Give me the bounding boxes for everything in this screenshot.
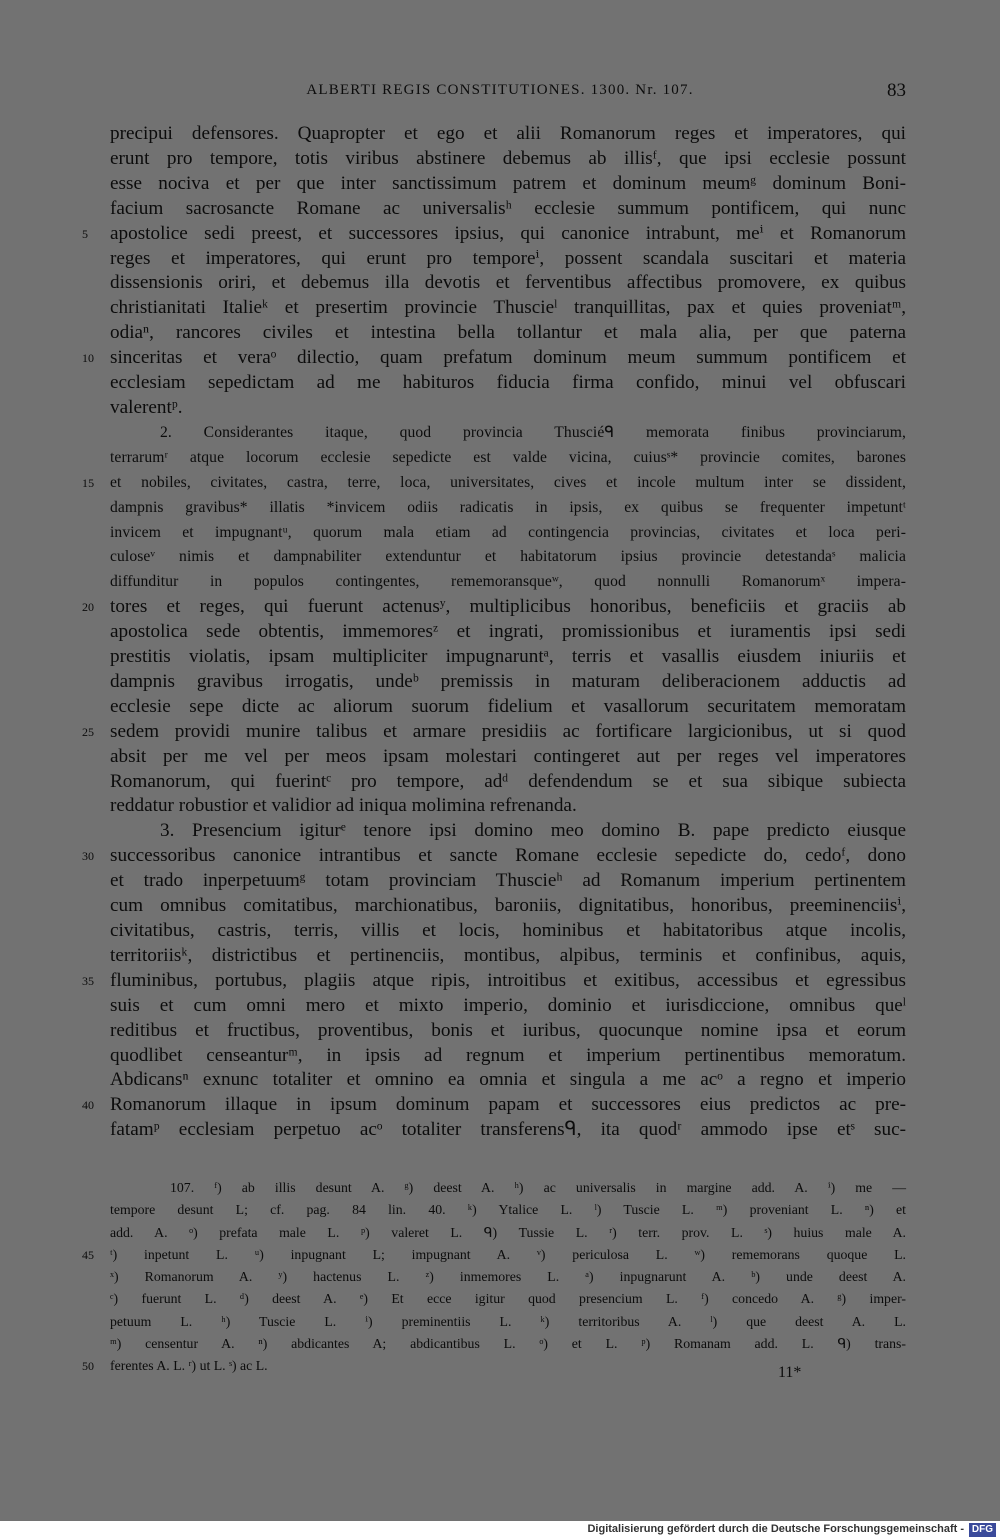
line-number: 35 — [82, 973, 94, 988]
funding-credit: Digitalisierung gefördert durch die Deutsche Forschungsgemeinschaft - — [587, 1523, 964, 1535]
text-line — [110, 944, 906, 969]
line-text: dampnis gravibus irrogatis, undeᵇ premissis in maturam deliberacionem adductis ad — [110, 670, 906, 692]
line-number: 20 — [82, 600, 94, 615]
line-text: precipui defensores. Quapropter et ego et alii Romanorum reges et imperatores, qui — [110, 123, 906, 144]
line-text: 2. Considerantes itaque, quod provincia Thusciéᑫ memorata finibus provinciarum, — [160, 423, 906, 441]
line-text: ᵗ) inpetunt L. ᵘ) inpugnant L; impugnant A. ᵛ) periculosa L. ʷ) rememorans quoque L. — [110, 1246, 906, 1262]
line-number: 40 — [82, 1098, 94, 1113]
line-text: facium sacrosancte Romane ac universalisʰ ecclesie summum pontificem, qui nunc — [110, 197, 906, 219]
text-line — [110, 695, 906, 720]
line-text: christianitati Italieᵏ et presertim provincie Thuscieˡ tranquillitas, pax et quies proveniatᵐ, — [110, 297, 906, 319]
line-text: successoribus canonice intrantibus et sancte Romane ecclesie sepedicte do, cedoᶠ, dono — [110, 845, 906, 867]
text-line — [110, 122, 906, 147]
line-text: tores et reges, qui fuerunt actenusʸ, multiplicibus honoribus, beneficiis et graciis ab — [110, 596, 906, 618]
line-text: reditibus et fructibus, proventibus, bonis et iuribus, quocunque nomine ipsa et eorum — [110, 1019, 906, 1041]
page-number: 83 — [887, 80, 906, 101]
critical-apparatus — [82, 1177, 906, 1378]
line-text: quodlibet censeanturᵐ, in ipsis ad regnum et imperium pertinentibus memoratum. — [110, 1044, 906, 1066]
note-line — [110, 1222, 906, 1244]
note-line — [110, 1177, 906, 1199]
line-text: 3. Presencium igiturᵉ tenore ipsi domino meo domino B. pape predicto eiusque — [160, 820, 906, 842]
text-line — [110, 794, 906, 819]
line-text: suis et cum omni mero et mixto imperio, dominio et iurisdiccione, omnibus queˡ — [110, 994, 906, 1016]
text-line — [110, 919, 906, 944]
line-text: ferentes A. L. ʳ) ut L. ˢ) ac L. — [110, 1358, 268, 1374]
line-number: 25 — [82, 724, 94, 739]
text-line — [110, 446, 906, 471]
text-line — [110, 396, 906, 421]
text-line — [82, 222, 906, 247]
line-number: 30 — [82, 849, 94, 864]
note-line — [110, 1199, 906, 1221]
text-line — [110, 545, 906, 570]
text-line — [110, 496, 906, 521]
line-number: 5 — [82, 226, 88, 241]
text-line — [110, 172, 906, 197]
line-number: 50 — [82, 1359, 94, 1374]
line-text: et nobiles, civitates, castra, terre, loca, universitates, cives et incole multum inter se dissident, — [110, 473, 906, 491]
text-line — [110, 1068, 906, 1093]
line-text: valerentᵖ. — [110, 396, 183, 418]
line-text: apostolice sedi preest, et successores ipsius, qui canonice intrabunt, meⁱ et Romanorum — [110, 222, 906, 244]
line-text: et trado inperpetuumᵍ totam provinciam Thuscieʰ ad Romanum imperium pertinentem — [110, 870, 906, 892]
line-text: tempore desunt L; cf. pag. 84 lin. 40. ᵏ) Ytalice L. ˡ) Tuscie L. ᵐ) proveniant L. ⁿ) et — [110, 1202, 906, 1218]
text-line — [110, 570, 906, 595]
text-line — [82, 595, 906, 620]
text-line — [110, 321, 906, 346]
line-text: diffunditur in populos contingentes, rememoransqueʷ, quod nonnulli Romanorumˣ impera- — [110, 573, 906, 591]
text-line — [82, 720, 906, 745]
line-text: erunt pro tempore, totis viribus abstinere debemus ab illisᶠ, que ipsi ecclesie possunt — [110, 147, 906, 169]
text-line — [110, 247, 906, 272]
text-line — [82, 1093, 906, 1118]
line-text: ᵐ) censentur A. ⁿ) abdicantes A; abdicantibus L. ᵒ) et L. ᵖ) Romanam add. L. ᑫ) trans- — [110, 1336, 906, 1352]
text-line — [110, 147, 906, 172]
line-text: terrarumʳ atque locorum ecclesie sepedicte est valde vicina, cuiusˢ* provincie comites, barones — [110, 448, 906, 466]
text-line — [110, 421, 906, 446]
line-text: odiaⁿ, rancores civiles et intestina bella tollantur et mala alia, per que paterna — [110, 322, 906, 344]
note-line — [110, 1333, 906, 1355]
line-text: add. A. ᵒ) prefata male L. ᵖ) valeret L. ᑫ) Tussie L. ʳ) terr. prov. L. ˢ) huius male A. — [110, 1224, 906, 1240]
text-line — [82, 471, 906, 496]
line-text: territoriisᵏ, districtibus et pertinenciis, montibus, alpibus, terminis et confinibus, aquis, — [110, 944, 906, 966]
running-title: ALBERTI REGIS CONSTITUTIONES. 1300. Nr. 107. — [306, 82, 694, 98]
note-line — [110, 1266, 906, 1288]
line-number: 15 — [82, 475, 95, 490]
line-text: esse nociva et per que inter sanctissimum patrem et dominum meumᵍ dominum Boni- — [110, 172, 906, 194]
line-text: fatamᵖ ecclesiam perpetuo acᵒ totaliter transferensᑫ, ita quodʳ ammodo ipse etˢ suc- — [110, 1119, 906, 1141]
text-line — [110, 745, 906, 770]
text-line — [110, 371, 906, 396]
text-line — [110, 869, 906, 894]
text-line — [110, 521, 906, 546]
note-line — [82, 1244, 906, 1266]
line-text: sinceritas et veraᵒ dilectio, quam prefatum dominum meum summum pontificem et — [110, 347, 906, 369]
line-text: apostolica sede obtentis, immemoresᶻ et ingrati, promissionibus et iuramentis ipsi sedi — [110, 621, 906, 643]
text-line — [110, 770, 906, 795]
text-line — [82, 844, 906, 869]
text-line — [110, 296, 906, 321]
line-text: prestitis violatis, ipsam multipliciter impugnaruntᵃ, terris et vasallis eiusdem iniuriis et — [110, 646, 906, 668]
line-text: dampnis gravibus* illatis *invicem odiis radicatis in ipsis, ex quibus se frequenter impetuntᵗ — [110, 498, 906, 516]
line-number: 10 — [82, 351, 94, 366]
footer-bar — [0, 1521, 1000, 1539]
line-text: petuum L. ʰ) Tuscie L. ⁱ) preminentiis L. ᵏ) territoribus A. ˡ) que deest A. L. — [110, 1313, 906, 1329]
line-text: reges et imperatores, qui erunt pro temporeⁱ, possent scandala suscitari et materia — [110, 247, 906, 269]
line-text: civitatibus, castris, terris, villis et locis, hominibus et habitatoribus atque incolis, — [110, 920, 906, 941]
line-text: invicem et impugnantᵘ, quorum mala etiam ad contingencia provincias, civitates et loca peri- — [110, 523, 906, 541]
line-text: Abdicansⁿ exnunc totaliter et omnino ea omnia et singula a me acᵒ a regno et imperio — [110, 1069, 906, 1091]
text-line — [110, 645, 906, 670]
line-text: dissensionis oriri, et debemus illa devotis et ferventibus affectibus promovere, ex quibus — [110, 272, 906, 294]
line-text: sedem providi munire talibus et armare presidiis ac fortificare largicionibus, ut si quod — [110, 720, 906, 742]
line-text: Romanorum illaque in ipsum dominum papam et successores eius predictos ac pre- — [110, 1094, 906, 1116]
line-text: ᶜ) fuerunt L. ᵈ) deest A. ᵉ) Et ecce igitur quod presencium L. ᶠ) concedo A. ᵍ) imper- — [110, 1291, 906, 1307]
text-line — [82, 969, 906, 994]
line-text: fluminibus, portubus, plagiis atque ripis, introitibus et exitibus, accessibus et egressibus — [110, 969, 906, 991]
text-line — [82, 346, 906, 371]
dfg-logo: DFG — [969, 1523, 996, 1537]
text-line — [110, 620, 906, 645]
line-text: absit per me vel per meos ipsam molestari contingeret aut per reges vel imperatores — [110, 745, 906, 767]
line-text: reddatur robustior et validior ad iniqua molimina refrenanda. — [110, 795, 577, 817]
line-text: ecclesiam sepedictam ad me habituros fiducia firma confido, minui vel obfuscari — [110, 372, 906, 394]
line-text: culoseᵛ nimis et dampnabiliter extenduntur et habitatorum ipsius provincie detestandaˢ malicia — [110, 548, 906, 566]
text-line — [110, 819, 906, 844]
line-number: 45 — [82, 1247, 94, 1262]
line-text: ˣ) Romanorum A. ʸ) hactenus L. ᶻ) inmemores L. ᵃ) inpugnarunt A. ᵇ) unde deest A. — [110, 1269, 906, 1285]
text-line — [110, 1019, 906, 1044]
text-line — [110, 197, 906, 222]
line-text: Romanorum, qui fuerintᶜ pro tempore, adᵈ defendendum se et sua sibique subiecta — [110, 770, 906, 792]
line-text: ecclesie sepe dicte ac aliorum suorum fidelium et vasallorum securitatem memoratam — [110, 695, 906, 717]
text-line — [110, 271, 906, 296]
signature-mark: 11* — [778, 1364, 802, 1381]
main-text — [82, 122, 906, 1143]
line-text: cum omnibus comitatibus, marchionatibus, baroniis, dignitatibus, honoribus, preeminenciisⁱ, — [110, 895, 906, 917]
text-line — [110, 994, 906, 1019]
note-line — [110, 1288, 906, 1310]
text-line — [110, 1118, 906, 1143]
text-line — [110, 894, 906, 919]
line-text: 107. ᶠ) ab illis desunt A. ᵍ) deest A. ʰ) ac universalis in margine add. A. ⁱ) me — — [170, 1180, 906, 1195]
running-header — [0, 78, 1000, 104]
note-line — [110, 1311, 906, 1333]
text-line — [110, 670, 906, 695]
text-line — [110, 1044, 906, 1069]
